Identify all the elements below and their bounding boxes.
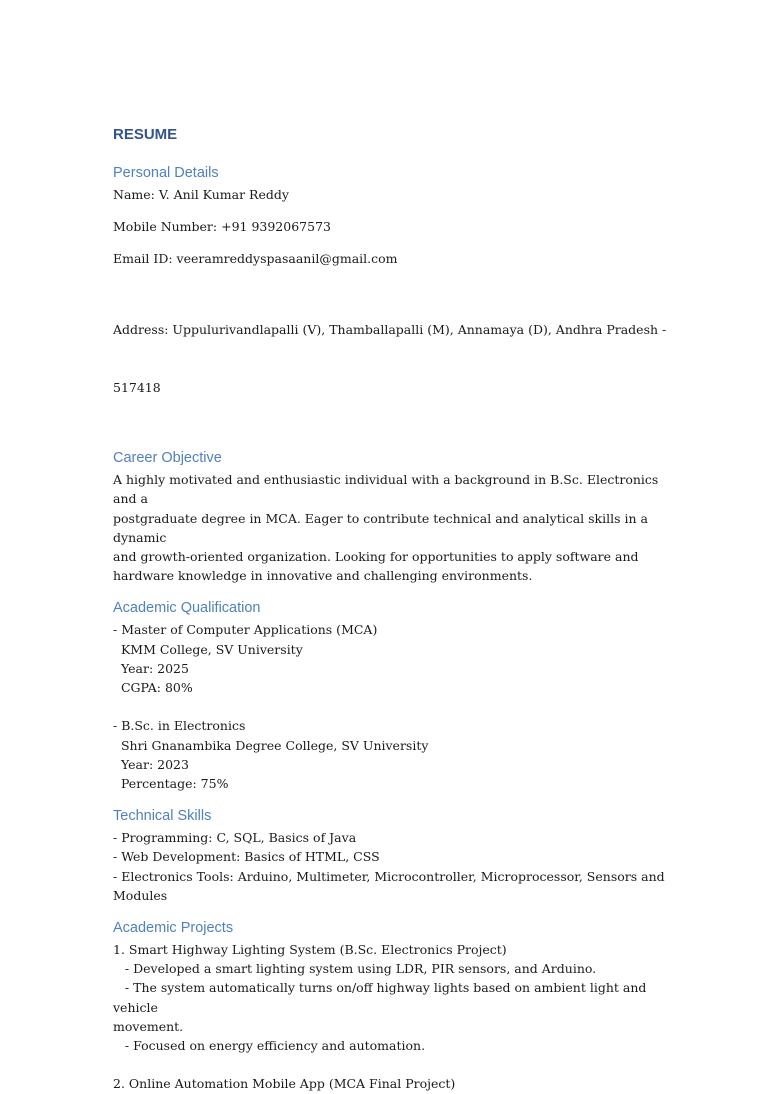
academic-projects-heading: Academic Projects xyxy=(113,920,234,937)
email-line: Email ID: veeramreddyspasaanil@gmail.com xyxy=(113,251,398,267)
qualification-line: CGPA: 80% xyxy=(113,680,193,696)
qualification-line: - B.Sc. in Electronics xyxy=(113,718,246,734)
skill-line: Modules xyxy=(113,887,168,903)
career-objective-section xyxy=(113,449,668,585)
academic-projects-section xyxy=(113,919,668,1094)
mca-qualification xyxy=(113,620,668,697)
address-line-1: Address: Uppulurivandlapalli (V), Thamballapalli (M), Annamaya (D), Andhra Pradesh - xyxy=(113,322,667,338)
personal-details-heading: Personal Details xyxy=(113,165,219,181)
personal-details-section xyxy=(113,164,668,435)
qualification-line: Year: 2023 xyxy=(113,756,189,772)
qualification-line: Year: 2025 xyxy=(113,660,189,676)
qualification-line: Percentage: 75% xyxy=(113,776,229,792)
objective-line: postgraduate degree in MCA. Eager to contribute technical and analytical skills in a dynamic xyxy=(113,510,652,545)
qualification-line: KMM College, SV University xyxy=(113,641,303,657)
address-line xyxy=(113,282,668,436)
address-line-2: 517418 xyxy=(113,379,161,395)
name-line: Name: V. Anil Kumar Reddy xyxy=(113,187,289,202)
objective-line: and growth-oriented organization. Looking for opportunities to apply software and xyxy=(113,549,639,565)
career-objective-text xyxy=(113,470,668,585)
skill-line: - Web Development: Basics of HTML, CSS xyxy=(113,849,380,865)
academic-qualification-section xyxy=(113,599,668,793)
objective-line: A highly motivated and enthusiastic individual with a background in B.Sc. Electronics and a xyxy=(113,472,663,507)
spacer xyxy=(113,1055,668,1074)
objective-line: hardware knowledge in innovative and challenging environments. xyxy=(113,568,533,584)
qualification-line: Shri Gnanambika Degree College, SV University xyxy=(113,737,429,753)
project-line: - Developed a smart lighting system using LDR, PIR sensors, and Arduino. xyxy=(113,961,597,977)
resume-title: RESUME xyxy=(113,126,178,143)
spacer xyxy=(113,697,668,716)
skill-line: - Programming: C, SQL, Basics of Java xyxy=(113,830,357,846)
project-1 xyxy=(113,940,668,1055)
project-line: 2. Online Automation Mobile App (MCA Final Project) xyxy=(113,1076,456,1092)
academic-qualification-heading: Academic Qualification xyxy=(113,600,261,617)
project-line: - Focused on energy efficiency and automation. xyxy=(113,1038,426,1054)
project-line: movement. xyxy=(113,1018,184,1034)
technical-skills-heading: Technical Skills xyxy=(113,808,212,825)
mobile-line: Mobile Number: +91 9392067573 xyxy=(113,219,331,235)
project-line: 1. Smart Highway Lighting System (B.Sc. Electronics Project) xyxy=(113,942,507,958)
qualification-line: - Master of Computer Applications (MCA) xyxy=(113,622,378,638)
bsc-qualification xyxy=(113,716,668,793)
skill-line: - Electronics Tools: Arduino, Multimeter, Microcontroller, Microprocessor, Sensors and xyxy=(113,868,665,884)
project-line: - The system automatically turns on/off highway lights based on ambient light and vehicle xyxy=(113,980,651,1015)
career-objective-heading: Career Objective xyxy=(113,450,222,467)
technical-skills-list xyxy=(113,828,668,905)
project-2 xyxy=(113,1074,668,1093)
technical-skills-section xyxy=(113,807,668,905)
